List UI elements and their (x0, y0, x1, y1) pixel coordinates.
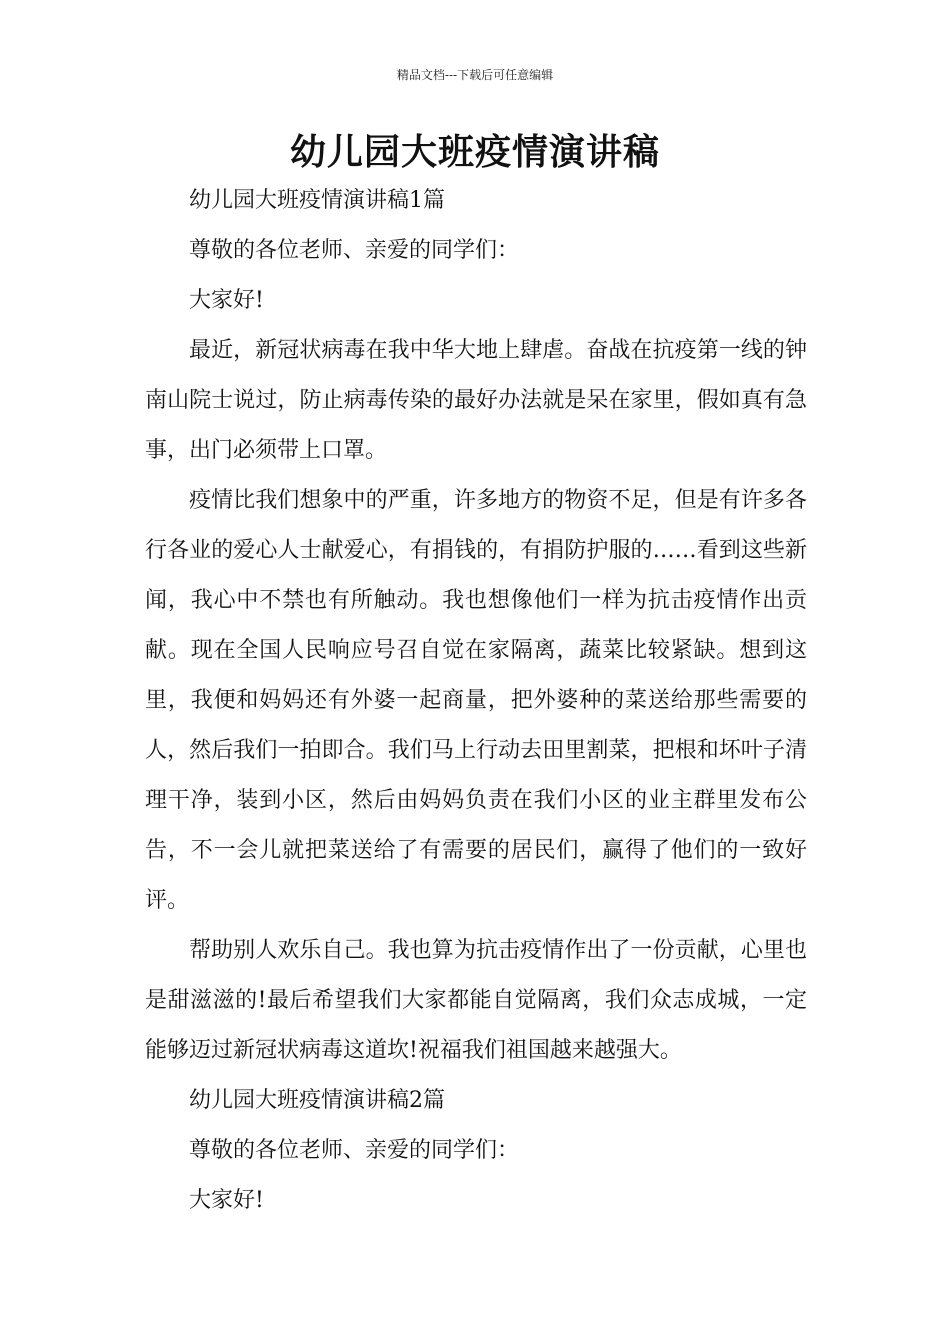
salutation-2: 尊敬的各位老师、亲爱的同学们： (189, 1138, 520, 1163)
greeting-1: 大家好! (189, 288, 264, 313)
section-heading-1: 幼儿园大班疫情演讲稿1篇 (189, 188, 445, 213)
salutation-1: 尊敬的各位老师、亲爱的同学们： (189, 238, 520, 263)
greeting-2: 大家好! (189, 1188, 264, 1213)
body-paragraph: 最近，新冠状病毒在我中华大地上肆虐。奋战在抗疫第一线的钟南山院士说过，防止病毒传染的最好办法就是呆在家里，假如真有急事，出门必须带上口罩。 (145, 338, 807, 463)
body-paragraph: 帮助别人欢乐自己。我也算为抗击疫情作出了一份贡献，心里也是甜滋滋的!最后希望我们大家都能自觉隔离，我们众志成城，一定能够迈过新冠状病毒这道坎!祝福我们祖国越来越强大。 (145, 938, 807, 1063)
page-header: 精品文档---下载后可任意编辑 (396, 68, 554, 82)
document-body (145, 176, 807, 1226)
document-title: 幼儿园大班疫情演讲稿 (289, 131, 660, 173)
body-paragraph: 疫情比我们想象中的严重，许多地方的物资不足，但是有许多各行各业的爱心人士献爱心，有捐钱的，有捐防护服的……看到这些新闻，我心中不禁也有所触动。我也想像他们一样为抗击疫情作出贡献。现在全国人民响应号召自觉在家隔离，蔬菜比较紧缺。想到这里，我便和妈妈还有外婆一起商量，把外婆种的菜送给那些需要的人，然后我们一拍即合。我们马上行动去田里割菜，把根和坏叶子清理干净，装到小区，然后由妈妈负责在我们小区的业主群里发布公告，不一会儿就把菜送给了有需要的居民们，赢得了他们的一致好评。 (145, 488, 807, 913)
section-heading-2: 幼儿园大班疫情演讲稿2篇 (189, 1088, 445, 1113)
